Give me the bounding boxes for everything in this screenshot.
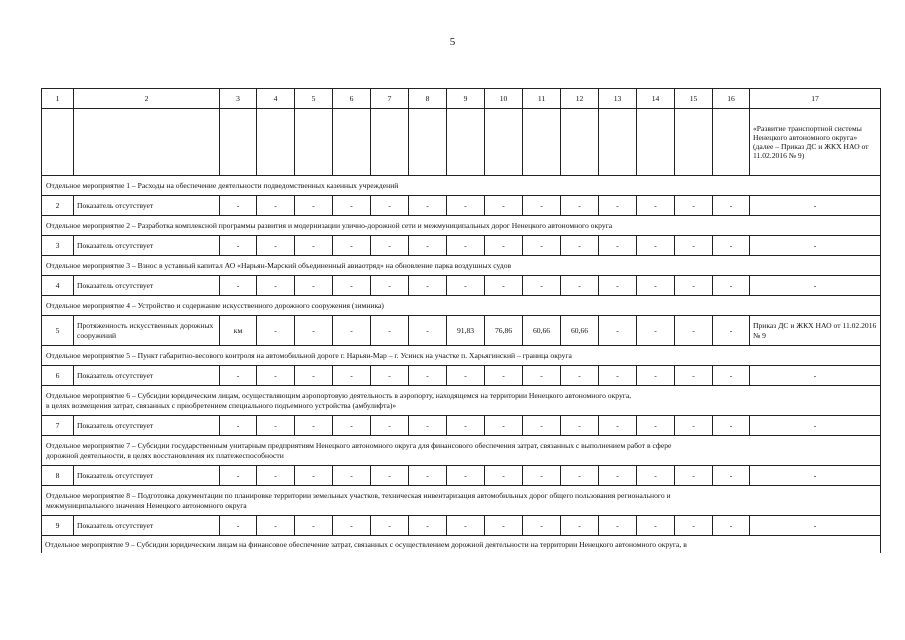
row-number: 3: [42, 236, 74, 256]
value-cell: -: [295, 516, 333, 536]
value-cell: -: [561, 516, 599, 536]
unit-cell: -: [220, 466, 257, 486]
value-cell: -: [447, 196, 485, 216]
section-title-row: [42, 536, 881, 554]
section-title-row: [42, 386, 881, 416]
header-row: [42, 89, 881, 109]
section-title: [42, 346, 881, 366]
value-cell: -: [637, 516, 675, 536]
value-cell: -: [371, 276, 409, 296]
value-cell: -: [523, 276, 561, 296]
value-cell: -: [295, 416, 333, 436]
value-cell: -: [409, 316, 447, 346]
empty-cell: [295, 109, 333, 176]
row-number: 9: [42, 516, 74, 536]
value-cell: -: [523, 416, 561, 436]
empty-cell: [523, 109, 561, 176]
unit-cell: -: [220, 276, 257, 296]
value-cell: -: [523, 196, 561, 216]
value-cell: -: [599, 236, 637, 256]
value-cell: -: [485, 366, 523, 386]
indicator-name: Показатель отсутствует: [74, 276, 220, 296]
value-cell: -: [561, 366, 599, 386]
unit-cell: -: [220, 236, 257, 256]
value-cell: -: [333, 196, 371, 216]
empty-cell: [713, 109, 750, 176]
value-cell: -: [371, 516, 409, 536]
value-cell: -: [295, 276, 333, 296]
value-cell: 91,83: [447, 316, 485, 346]
value-cell: -: [295, 236, 333, 256]
value-cell: -: [333, 516, 371, 536]
value-cell: 60,66: [561, 316, 599, 346]
value-cell: 76,86: [485, 316, 523, 346]
value-cell: -: [257, 366, 295, 386]
value-cell: -: [257, 416, 295, 436]
section-title: [42, 536, 881, 554]
value-cell: -: [333, 316, 371, 346]
empty-cell: [371, 109, 409, 176]
value-cell: -: [713, 196, 750, 216]
row-number: 5: [42, 316, 74, 346]
section-title-line: Отдельное мероприятие 9 – Субсидии юридическим лицам на финансовое обеспечение затрат, связанных с осуществлением дорожной деятельности на территории Ненецкого автономного округа, в: [45, 539, 687, 549]
value-cell: -: [447, 516, 485, 536]
value-cell: -: [257, 516, 295, 536]
section-title: [42, 486, 881, 516]
indicators-table: [41, 88, 881, 553]
value-cell: -: [333, 466, 371, 486]
value-cell: -: [561, 466, 599, 486]
header-cell-3: 3: [220, 89, 257, 109]
doc-cell: -: [750, 416, 881, 436]
value-cell: -: [637, 276, 675, 296]
value-cell: -: [637, 196, 675, 216]
value-cell: -: [675, 516, 713, 536]
empty-cell: [409, 109, 447, 176]
header-cell-9: 9: [447, 89, 485, 109]
value-cell: -: [599, 366, 637, 386]
value-cell: -: [485, 236, 523, 256]
section-title-line: Отдельное мероприятие 2 – Разработка комплексной программы развития и модернизации улично-дорожной сети и межмуниципальных дорог Ненецкого автономного округа: [46, 220, 613, 230]
value-cell: -: [409, 366, 447, 386]
indicator-row: [42, 276, 881, 296]
empty-cell: [637, 109, 675, 176]
indicator-row: [42, 236, 881, 256]
header-cell-10: 10: [485, 89, 523, 109]
value-cell: -: [371, 236, 409, 256]
value-cell: -: [675, 236, 713, 256]
value-cell: -: [447, 236, 485, 256]
value-cell: -: [561, 236, 599, 256]
value-cell: -: [675, 416, 713, 436]
section-title-line: в целях возмещения затрат, связанных с приобретением специального подъемного устройства (амбулифта)»: [46, 400, 397, 410]
section-title: [42, 216, 881, 236]
value-cell: -: [409, 236, 447, 256]
indicator-name: Показатель отсутствует: [74, 516, 220, 536]
header-cell-17: 17: [750, 89, 881, 109]
value-cell: -: [333, 416, 371, 436]
value-cell: -: [257, 236, 295, 256]
value-cell: -: [371, 466, 409, 486]
section-title: [42, 436, 881, 466]
value-cell: -: [523, 516, 561, 536]
section-title-row: [42, 486, 881, 516]
value-cell: -: [295, 316, 333, 346]
value-cell: -: [637, 236, 675, 256]
value-cell: -: [485, 466, 523, 486]
value-cell: -: [713, 366, 750, 386]
empty-cell: [485, 109, 523, 176]
empty-cell: [257, 109, 295, 176]
indicator-name: Показатель отсутствует: [74, 416, 220, 436]
section-title-line: Отдельное мероприятие 5 – Пункт габаритно-весового контроля на автомобильной дороге г. Нарьян-Мар – г. Усинск на участке п. Харьягинский – граница округа: [46, 350, 572, 360]
value-cell: -: [713, 236, 750, 256]
value-cell: -: [713, 276, 750, 296]
section-title-row: [42, 296, 881, 316]
section-title-row: [42, 346, 881, 366]
value-cell: -: [371, 416, 409, 436]
section-title-line: Отдельное мероприятие 1 – Расходы на обеспечение деятельности подведомственных казенных учреждений: [46, 180, 399, 190]
value-cell: -: [371, 366, 409, 386]
value-cell: -: [333, 236, 371, 256]
section-title-row: [42, 436, 881, 466]
empty-cell: [675, 109, 713, 176]
value-cell: -: [637, 316, 675, 346]
value-cell: -: [485, 276, 523, 296]
section-title-row: [42, 256, 881, 276]
source-row: [42, 109, 881, 176]
value-cell: -: [257, 276, 295, 296]
row-number: 4: [42, 276, 74, 296]
section-title: [42, 386, 881, 416]
indicator-row: [42, 466, 881, 486]
value-cell: -: [333, 276, 371, 296]
source-doc-cell: «Развитие транспортной системы Ненецкого автономного округа» (далее – Приказ ДС и ЖКХ НАО от 11.02.2016 № 9): [750, 109, 881, 176]
unit-cell: -: [220, 516, 257, 536]
value-cell: -: [675, 466, 713, 486]
section-title-line: Отдельное мероприятие 3 – Взнос в уставный капитал АО «Нарьян-Марский объединенный авиаотряд» на обновление парка воздушных судов: [46, 260, 512, 270]
value-cell: -: [713, 516, 750, 536]
indicator-row: [42, 366, 881, 386]
empty-cell: [42, 109, 74, 176]
section-title: [42, 176, 881, 196]
header-cell-8: 8: [409, 89, 447, 109]
value-cell: -: [637, 366, 675, 386]
section-title-line: межмуниципального значения Ненецкого автономного округа: [46, 500, 247, 510]
indicator-name: Показатель отсутствует: [74, 366, 220, 386]
section-title-line: Отдельное мероприятие 8 – Подготовка документации по планировке территории земельных участков, техническая инвентаризация автомобильных дорог общего пользования регионального и: [46, 491, 671, 501]
value-cell: -: [485, 416, 523, 436]
row-number: 7: [42, 416, 74, 436]
empty-cell: [74, 109, 220, 176]
value-cell: -: [447, 366, 485, 386]
value-cell: -: [675, 316, 713, 346]
value-cell: -: [485, 196, 523, 216]
unit-cell: км: [220, 316, 257, 346]
doc-cell: Приказ ДС и ЖКХ НАО от 11.02.2016 № 9: [750, 316, 881, 346]
empty-cell: [599, 109, 637, 176]
header-cell-5: 5: [295, 89, 333, 109]
header-cell-16: 16: [713, 89, 750, 109]
section-title-row: [42, 216, 881, 236]
value-cell: -: [599, 416, 637, 436]
value-cell: -: [409, 276, 447, 296]
doc-cell: -: [750, 276, 881, 296]
value-cell: -: [599, 466, 637, 486]
section-title-line: Отдельное мероприятие 4 – Устройство и содержание искусственного дорожного сооружения (зимника): [46, 300, 384, 310]
value-cell: -: [637, 416, 675, 436]
value-cell: -: [447, 416, 485, 436]
section-title: [42, 296, 881, 316]
doc-cell: -: [750, 516, 881, 536]
value-cell: -: [675, 276, 713, 296]
header-cell-14: 14: [637, 89, 675, 109]
value-cell: -: [561, 196, 599, 216]
value-cell: -: [409, 516, 447, 536]
doc-cell: -: [750, 466, 881, 486]
empty-cell: [447, 109, 485, 176]
value-cell: 60,66: [523, 316, 561, 346]
value-cell: -: [599, 196, 637, 216]
header-cell-15: 15: [675, 89, 713, 109]
value-cell: -: [333, 366, 371, 386]
header-cell-7: 7: [371, 89, 409, 109]
value-cell: -: [295, 366, 333, 386]
value-cell: -: [409, 416, 447, 436]
indicator-name: Показатель отсутствует: [74, 196, 220, 216]
row-number: 6: [42, 366, 74, 386]
value-cell: -: [561, 416, 599, 436]
section-title-line: дорожной деятельности, в целях восстановления их платежеспособности: [46, 450, 284, 460]
value-cell: -: [485, 516, 523, 536]
value-cell: -: [409, 196, 447, 216]
value-cell: -: [371, 316, 409, 346]
value-cell: -: [447, 276, 485, 296]
doc-cell: -: [750, 366, 881, 386]
header-cell-13: 13: [599, 89, 637, 109]
section-title-line: Отдельное мероприятие 7 – Субсидии государственным унитарным предприятиям Ненецкого автономного округа для финансового обеспечения затрат, связанных с выполнением работ в сфере: [46, 441, 672, 451]
header-cell-11: 11: [523, 89, 561, 109]
value-cell: -: [257, 316, 295, 346]
value-cell: -: [295, 196, 333, 216]
header-cell-6: 6: [333, 89, 371, 109]
page-number: 5: [449, 36, 456, 48]
indicator-name: Показатель отсутствует: [74, 466, 220, 486]
unit-cell: -: [220, 416, 257, 436]
value-cell: -: [447, 466, 485, 486]
value-cell: -: [561, 276, 599, 296]
header-cell-1: 1: [42, 89, 74, 109]
row-number: 8: [42, 466, 74, 486]
value-cell: -: [371, 196, 409, 216]
indicator-name: Показатель отсутствует: [74, 236, 220, 256]
value-cell: -: [599, 316, 637, 346]
header-cell-4: 4: [257, 89, 295, 109]
indicator-row: [42, 416, 881, 436]
header-cell-2: 2: [74, 89, 220, 109]
doc-cell: -: [750, 196, 881, 216]
doc-cell: -: [750, 236, 881, 256]
section-title-row: [42, 176, 881, 196]
unit-cell: -: [220, 196, 257, 216]
unit-cell: -: [220, 366, 257, 386]
indicator-name: Протяженность искусственных дорожных сооружений: [74, 316, 220, 346]
value-cell: -: [257, 466, 295, 486]
value-cell: -: [675, 366, 713, 386]
empty-cell: [333, 109, 371, 176]
value-cell: -: [295, 466, 333, 486]
empty-cell: [220, 109, 257, 176]
value-cell: -: [257, 196, 295, 216]
value-cell: -: [637, 466, 675, 486]
value-cell: -: [523, 366, 561, 386]
value-cell: -: [713, 416, 750, 436]
value-cell: -: [675, 196, 713, 216]
indicator-row: [42, 516, 881, 536]
value-cell: -: [599, 276, 637, 296]
value-cell: -: [599, 516, 637, 536]
empty-cell: [561, 109, 599, 176]
section-title-line: Отдельное мероприятие 6 – Субсидии юридическим лицам, осуществляющим аэропортовую деятельность в аэропорту, находящемся на территории Ненецкого автономного округа,: [46, 391, 632, 401]
header-cell-12: 12: [561, 89, 599, 109]
value-cell: -: [409, 466, 447, 486]
value-cell: -: [523, 236, 561, 256]
row-number: 2: [42, 196, 74, 216]
value-cell: -: [713, 316, 750, 346]
indicator-row: [42, 316, 881, 346]
value-cell: -: [523, 466, 561, 486]
indicator-row: [42, 196, 881, 216]
section-title: [42, 256, 881, 276]
value-cell: -: [713, 466, 750, 486]
